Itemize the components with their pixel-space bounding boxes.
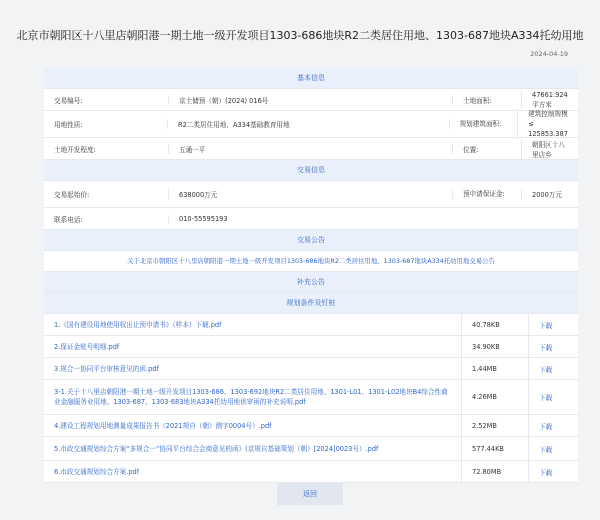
file-size: 34.90KB [461, 336, 528, 357]
file-row [44, 380, 578, 415]
row-dev-level [44, 138, 578, 160]
file-size: 40.78KB [461, 314, 528, 335]
phone-value: 010-55595193 [168, 215, 452, 223]
download-link[interactable]: 下载 [528, 380, 578, 414]
start-price-value: 638000万元 [168, 189, 452, 199]
file-row [44, 461, 578, 483]
phone-label: 联系电话: [54, 215, 83, 224]
file-row [44, 437, 578, 461]
download-link[interactable]: 下载 [528, 314, 578, 335]
file-row [44, 314, 578, 336]
land-area-value: 47661.924平方米 [521, 91, 578, 109]
location-value: 朝阳区十八里店乡 [521, 139, 578, 159]
land-use-value: R2二类居住用地、A334基础教育用地 [167, 119, 449, 129]
section-planning-header: 规划条件及钉桩 [44, 293, 578, 314]
deposit-label: 预申请保证金: [452, 189, 521, 199]
file-size: 4.26MB [461, 380, 528, 414]
file-link[interactable]: 3.规合一协同平台审核意见的函.pdf [54, 364, 159, 373]
file-size: 1.44MB [461, 358, 528, 379]
file-row [44, 336, 578, 358]
file-link[interactable]: 6.市政交通规划综合方案.pdf [54, 467, 140, 476]
file-link[interactable]: 4.建设工程规划用地测量成果报告书（2021规自（朝）测字0004号）.pdf [54, 421, 272, 430]
row-start-price [44, 181, 578, 208]
row-land-use [44, 111, 578, 138]
file-link[interactable]: 5.市政交通规划综合方案“多规合一”协同平台综合会商意见的函》(京规自基础策划（朝）[2024]0023号）.pdf [54, 444, 379, 453]
file-link[interactable]: 1.《国有建设用地使用权出让预申请书》（样本）下载.pdf [54, 320, 222, 329]
back-button[interactable]: 返回 [277, 483, 343, 505]
file-size: 2.52MB [461, 415, 528, 436]
file-size: 72.80MB [461, 461, 528, 482]
file-row [44, 358, 578, 380]
plan-area-value: 建筑控制规模 ≤ 125853.387 [517, 109, 578, 139]
trade-no-label: 交易编号: [54, 96, 83, 105]
file-link[interactable]: 2.保证金账号明细.pdf [54, 342, 120, 351]
download-link[interactable]: 下载 [528, 437, 578, 460]
section-announcement-header: 交易公告 [44, 230, 578, 251]
publish-date: 2024-04-19 [530, 50, 568, 58]
download-link[interactable]: 下载 [528, 415, 578, 436]
download-link[interactable]: 下载 [528, 358, 578, 379]
land-area-label: 土地面积: [452, 95, 521, 105]
info-card [44, 68, 578, 483]
location-label: 位置: [452, 144, 521, 154]
dev-level-value: 五通一平 [168, 144, 452, 154]
row-phone [44, 208, 578, 230]
file-row [44, 415, 578, 437]
land-use-label: 用地性质: [54, 121, 83, 129]
section-trade-header: 交易信息 [44, 160, 578, 181]
plan-area-label: 规划建筑面积: [449, 119, 518, 129]
download-link[interactable]: 下载 [528, 336, 578, 357]
dev-level-label: 土地开发程度: [54, 145, 96, 154]
download-link[interactable]: 下载 [528, 461, 578, 482]
row-trade-no [44, 89, 578, 111]
announcement-link[interactable]: 关于北京市朝阳区十八里店朝阳港一期土地一级开发项目1303-686地块R2二类居住用地、1303-687地块A334托幼用地交易公告 [44, 251, 578, 272]
file-size: 577.44KB [461, 437, 528, 460]
deposit-value: 2000万元 [521, 189, 578, 199]
section-supplement-header: 补充公告 [44, 272, 578, 293]
start-price-label: 交易起始价: [54, 191, 90, 199]
trade-no-value: 京土储预（朝）(2024) 016号 [168, 95, 452, 105]
page-title: 北京市朝阳区十八里店朝阳港一期土地一级开发项目1303-686地块R2二类居住用地、1303-687地块A334托幼用地 [16, 29, 584, 42]
file-link[interactable]: 3-1.关于十八里店朝阳港一期土地一级开发项目1303-686、1303-692地块R2二类居住用地、1301-L01、1301-L02地块B4综合性商业金融服务业用地、1303-687、1303-683地块A334托幼用地供审函的补充说明.pdf [54, 388, 448, 406]
section-basic-header: 基本信息 [44, 68, 578, 89]
